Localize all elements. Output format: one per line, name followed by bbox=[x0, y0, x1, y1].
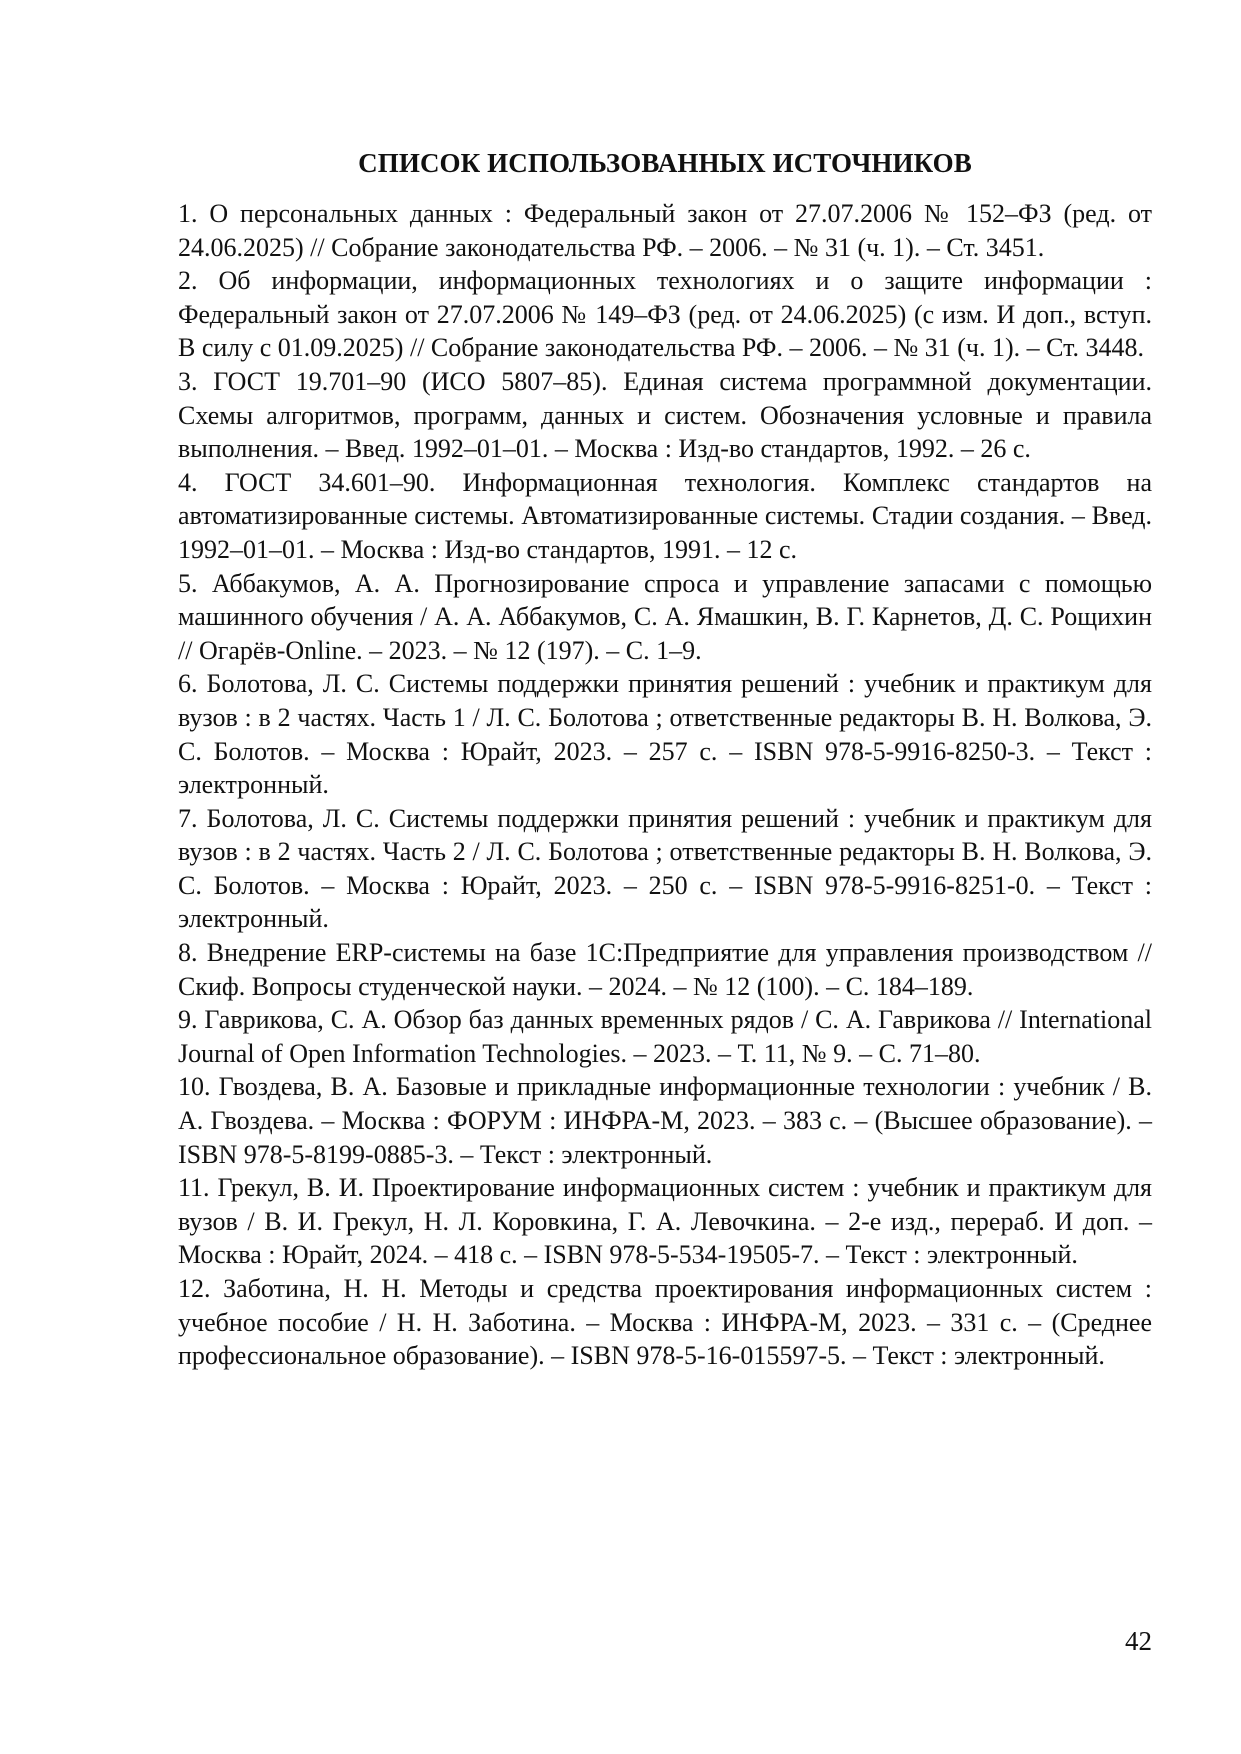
page-title: СПИСОК ИСПОЛЬЗОВАННЫХ ИСТОЧНИКОВ bbox=[358, 148, 972, 178]
reference-item: 8. Внедрение ERP-системы на базе 1С:Предприятие для управления производством // Скиф. Вопросы студенческой науки. – 2024. – № 12 (100). – С. 184–189. bbox=[178, 938, 1152, 1001]
reference-item: 11. Грекул, В. И. Проектирование информационных систем : учебник и практикум для вузов / В. И. Грекул, Н. Л. Коровкина, Г. А. Левочкина. – 2-е изд., перераб. И доп. – Москва : Юрайт, 2024. – 418 с. – ISBN 978-5-534-19505-7. – Текст : электронный. bbox=[178, 1173, 1152, 1270]
reference-item: 9. Гаврикова, С. А. Обзор баз данных временных рядов / С. А. Гаврикова // International Journal of Open Information Technologies. – 2023. – Т. 11, № 9. – С. 71–80. bbox=[178, 1005, 1152, 1068]
reference-item: 6. Болотова, Л. С. Системы поддержки принятия решений : учебник и практикум для вузов : в 2 частях. Часть 1 / Л. С. Болотова ; ответственные редакторы В. Н. Волкова, Э. С. Болотов. – Москва : Юрайт, 2023. – 257 с. – ISBN 978-5-9916-8250-3. – Текст : электронный. bbox=[178, 669, 1152, 800]
reference-item: 3. ГОСТ 19.701–90 (ИСО 5807–85). Единая система программной документации. Схемы алгоритмов, программ, данных и систем. Обозначения условные и правила выполнения. – Введ. 1992–01–01. – Москва : Изд-во стандартов, 1992. – 26 с. bbox=[178, 366, 1152, 464]
reference-item: 5. Аббакумов, А. А. Прогнозирование спроса и управление запасами с помощью машинного обучения / А. А. Аббакумов, С. А. Ямашкин, В. Г. Карнетов, Д. С. Рощихин // Огарёв-Online. – 2023. – № 12 (197). – С. 1–9. bbox=[178, 568, 1152, 665]
reference-item: 4. ГОСТ 34.601–90. Информационная технология. Комплекс стандартов на автоматизированные системы. Автоматизированные системы. Стадии создания. – Введ. 1992–01–01. – Москва : Изд-во стандартов, 1991. – 12 с. bbox=[178, 467, 1152, 564]
reference-item: 7. Болотова, Л. С. Системы поддержки принятия решений : учебник и практикум для вузов : в 2 частях. Часть 2 / Л. С. Болотова ; ответственные редакторы В. Н. Волкова, Э. С. Болотов. – Москва : Юрайт, 2023. – 250 с. – ISBN 978-5-9916-8251-0. – Текст : электронный. bbox=[178, 803, 1152, 934]
reference-item: 2. Об информации, информационных технологиях и о защите информации : Федеральный закон от 27.07.2006 № 149–ФЗ (ред. от 24.06.2025) (с изм. И доп., вступ. В силу с 01.09.2025) // Собрание законодательства РФ. – 2006. – № 31 (ч. 1). – Ст. 3448. bbox=[178, 266, 1152, 363]
reference-item: 1. О персональных данных : Федеральный закон от 27.07.2006 № 152–ФЗ (ред. от 24.06.2025) // Собрание законодательства РФ. – 2006. – № 31 (ч. 1). – Ст. 3451. bbox=[178, 199, 1152, 262]
reference-item: 10. Гвоздева, В. А. Базовые и прикладные информационные технологии : учебник / В. А. Гвоздева. – Москва : ФОРУМ : ИНФРА-М, 2023. – 383 с. – (Высшее образование). – ISBN 978-5-8199-0885-3. – Текст : электронный. bbox=[178, 1072, 1152, 1169]
page-number: 42 bbox=[1125, 1626, 1152, 1656]
reference-list bbox=[178, 197, 1152, 1373]
reference-item: 12. Заботина, Н. Н. Методы и средства проектирования информационных систем : учебное пособие / Н. Н. Заботина. – Москва : ИНФРА-М, 2023. – 331 с. – (Среднее профессиональное образование). – ISBN 978-5-16-015597-5. – Текст : электронный. bbox=[178, 1274, 1152, 1371]
